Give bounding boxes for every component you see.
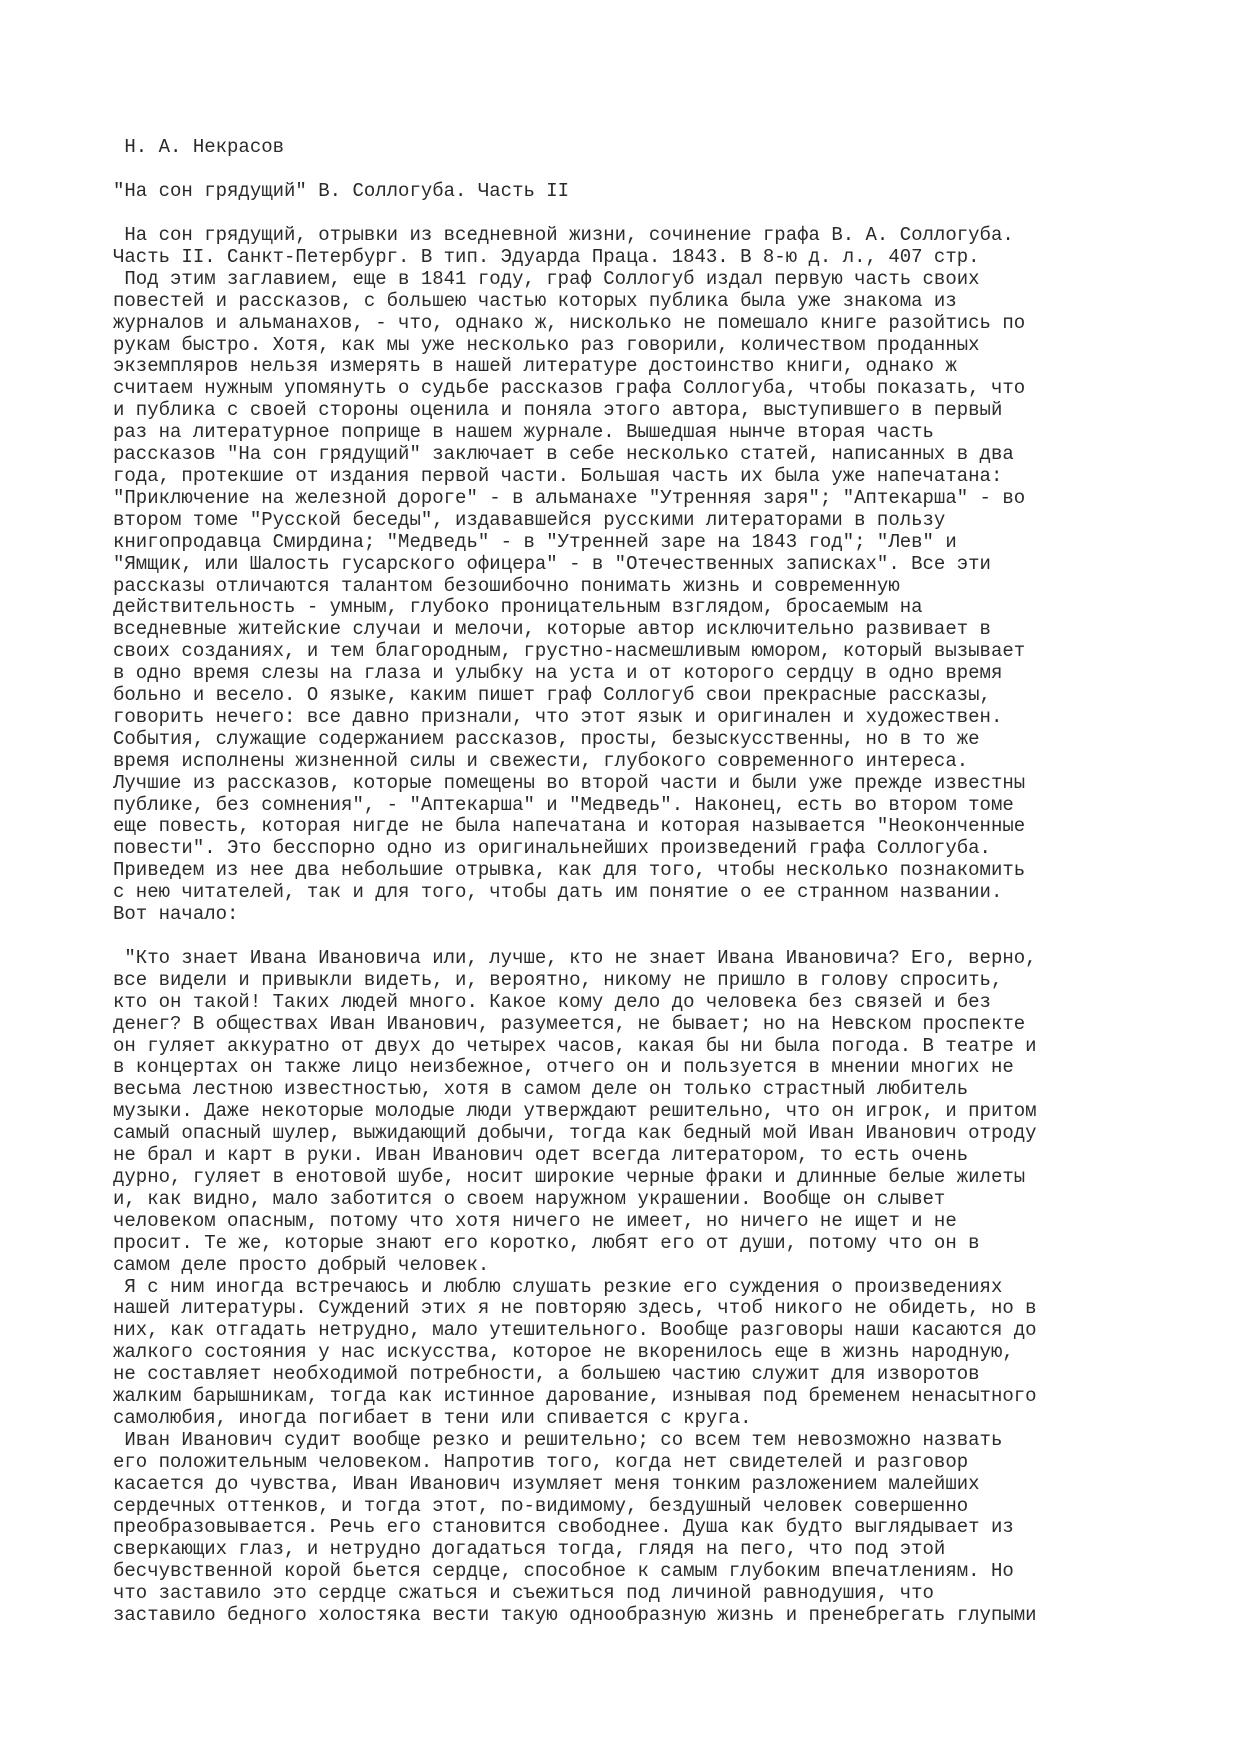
body-text: На сон грядущий, отрывки из вседневной жизни, сочинение графа В. А. Соллогуба. Часть II. Санкт-Петербург. В тип. Эдуарда Праца. 1843. В 8-ю д. л., 407 стр. Под этим заглавием, еще в 1841 году, граф Соллогуб издал первую часть своих повестей и рассказов, с большею частью которых публика была уже знакома из журналов и альманахов, - что, однако ж, нисколько не помешало книге разойтись по рукам быстро. Хотя, как мы уже несколько раз говорили, количеством проданных экземпляров нельзя измерять в нашей литературе достоинство книги, однако ж считаем нужным упомянуть о судьбе рассказов графа Соллогуба, чтобы показать, что и публика с своей стороны оценила и поняла этого автора, выступившего в первый раз на литературное поприще в нашем журнале. Вышедшая нынче вторая часть рассказов "На сон грядущий" заключает в себе несколько статей, написанных в два года, протекшие от издания первой части. Большая часть их была уже напечатана: "Приключение на железной дороге" - в альманахе "Утренняя заря"; "Аптекарша" - во втором томе "Русской беседы", издававшейся русскими литераторами в пользу книгопродавца Смирдина; "Медведь" - в "Утренней заре на 1843 год"; "Лев" и "Ямщик, или Шалость гусарского офицера" - в "Отечественных записках". Все эти рассказы отличаются талантом безошибочно понимать жизнь и современную действительность - умным, глубоко проницательным взглядом, бросаемым на вседневные житейские случаи и мелочи, которые автор исключительно развивает в своих созданиях, и тем благородным, грустно-насмешливым юмором, который вызывает в одно время слезы на глаза и улыбку на уста и от которого сердцу в одно время больно и весело. О языке, каким пишет граф Соллогуб свои прекрасные рассказы, говорить нечего: все давно признали, что этот язык и оригинален и художествен. События, служащие содержанием рассказов, просты, безыскусственны, но в то же время исполнены жизненной силы и свежести, глубокого современного интереса. Лучшие из рассказов, которые помещены во второй части и были уже прежде известны публике, без сомнения", - "Аптекарша" и "Медведь". Наконец, есть во втором томе еще повесть, которая нигде не была напечатана и которая называется "Неоконченные повести". Это бесспорно одно из оригинальнейших произведений графа Соллогуба. Приведем из нее два небольшие отрывка, как для того, чтобы несколько познакомить с нею читателей, так и для того, чтобы дать им понятие о ее странном названии. Вот начало: "Кто знает Ивана Ивановича или, лучше, кто не знает Ивана Ивановича? Его, верно, все видели и привыкли видеть, и, вероятно, никому не пришло в голову спросить, кто он такой! Таких людей много. Какое кому дело до человека без связей и без денег? В обществах Иван Иванович, разумеется, не бывает; но на Невском проспекте он гуляет аккуратно от двух до четырех часов, какая бы ни была погода. В театре и в концертах он также лицо неизбежное, отчего он и пользуется в мнении многих не весьма лестною известностью, хотя в самом деле он только страстный любитель музыки. Даже некоторые молодые люди утверждают решительно, что он игрок, и притом самый опасный шулер, выжидающий добычи, тогда как бедный мой Иван Иванович отроду не брал и карт в руки. Иван Иванович одет всегда литератором, то есть очень дурно, гуляет в енотовой шубе, носит широкие черные фраки и длинные белые жилеты и, как видно, мало заботится о своем наружном украшении. Вообще он слывет человеком опасным, потому что хотя ничего не имеет, но ничего не ищет и не просит. Те же, которые знают его коротко, любят его от души, потому что он в самом деле просто добрый человек. Я с ним иногда встречаюсь и люблю слушать резкие его суждения о произведениях нашей литературы. Суждений этих я не повторяю здесь, чтоб никого не обидеть, но в них, как отгадать нетрудно, мало утешительного. Вообще разговоры наши касаются до жалкого состояния у нас искусства, которое не вкоренилось еще в жизнь народную, не составляет необходимой потребности, а большею частию служит для изворотов жалким барышникам, тогда как истинное дарование, изнывая под бременем ненасытного самолюбия, иногда погибает в тени или спивается с круга. Иван Иванович судит вообще резко и решительно; со всем тем невозможно назвать его положительным человеком. Напротив того, когда нет свидетелей и разговор касается до чувства, Иван Иванович изумляет меня тонким разложением малейших сердечных оттенков, и тогда этот, по-видимому, бездушный человек совершенно преобразовывается. Речь его становится свободнее. Душа как будто выглядывает из сверкающих глаз, и нетрудно догадаться тогда, глядя на пего, что под этой бесчувственной корой бьется сердце, способное к самым глубоким впечатлениям. Но что заставило это сердце сжаться и съежиться под личиной равнодушия, что заставило бедного холостяка вести такую однообразную жизнь и пренебрегать глупыми <box>113 224 1037 1627</box>
author-line: Н. А. Некрасов <box>113 136 285 158</box>
document-title: "На сон грядущий" В. Соллогуба. Часть II <box>113 180 570 202</box>
